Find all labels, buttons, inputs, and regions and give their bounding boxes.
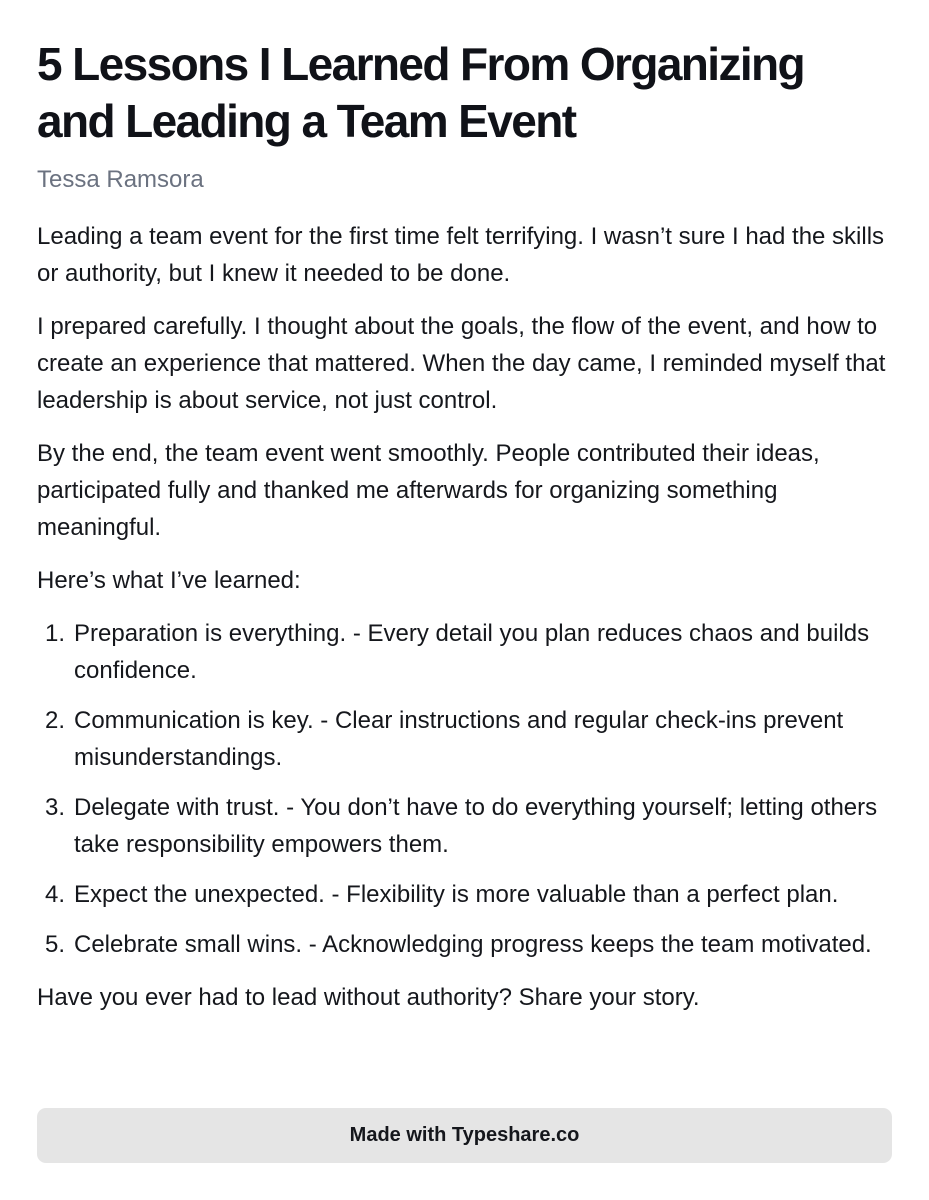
paragraph: By the end, the team event went smoothly. People contributed their ideas, participated fully and thanked me afterwards for organizing something meaningful. xyxy=(37,440,820,541)
paragraph: Leading a team event for the first time felt terrifying. I wasn’t sure I had the skills or authority, but I knew it needed to be done. xyxy=(37,223,885,287)
lessons-list xyxy=(37,615,892,963)
author-name: Tessa Ramsora xyxy=(37,166,204,193)
footer-label: Made with Typeshare.co xyxy=(349,1124,580,1146)
lesson-item xyxy=(37,876,892,913)
lesson-text: Celebrate small wins. - Acknowledging progress keeps the team motivated. xyxy=(74,931,872,958)
lesson-text: Delegate with trust. - You don’t have to do everything yourself; letting others take responsibility empowers them. xyxy=(74,794,878,858)
lessons-intro: Here’s what I’ve learned: xyxy=(37,567,301,594)
lesson-text: Communication is key. - Clear instructions and regular check-ins prevent misunderstandings. xyxy=(74,707,844,771)
lesson-text: Preparation is everything. - Every detail you plan reduces chaos and builds confidence. xyxy=(74,620,870,684)
article-body xyxy=(37,218,892,599)
closing-question: Have you ever had to lead without authority? Share your story. xyxy=(37,984,700,1011)
typeshare-footer[interactable] xyxy=(37,1108,892,1163)
lesson-number: 5. xyxy=(45,931,66,958)
paragraph: I prepared carefully. I thought about the goals, the flow of the event, and how to create an experience that mattered. When the day came, I reminded myself that leadership is about service, not just control. xyxy=(37,313,886,414)
lesson-number: 3. xyxy=(45,794,66,821)
lesson-number: 4. xyxy=(45,881,66,908)
lesson-number: 2. xyxy=(45,707,66,734)
lesson-item xyxy=(37,926,892,963)
lesson-text: Expect the unexpected. - Flexibility is more valuable than a perfect plan. xyxy=(74,881,839,908)
article-title: 5 Lessons I Learned From Organizing and Leading a Team Event xyxy=(37,38,805,147)
lesson-number: 1. xyxy=(45,620,66,647)
lesson-item xyxy=(37,789,892,863)
lesson-item xyxy=(37,702,892,776)
lesson-item xyxy=(37,615,892,689)
